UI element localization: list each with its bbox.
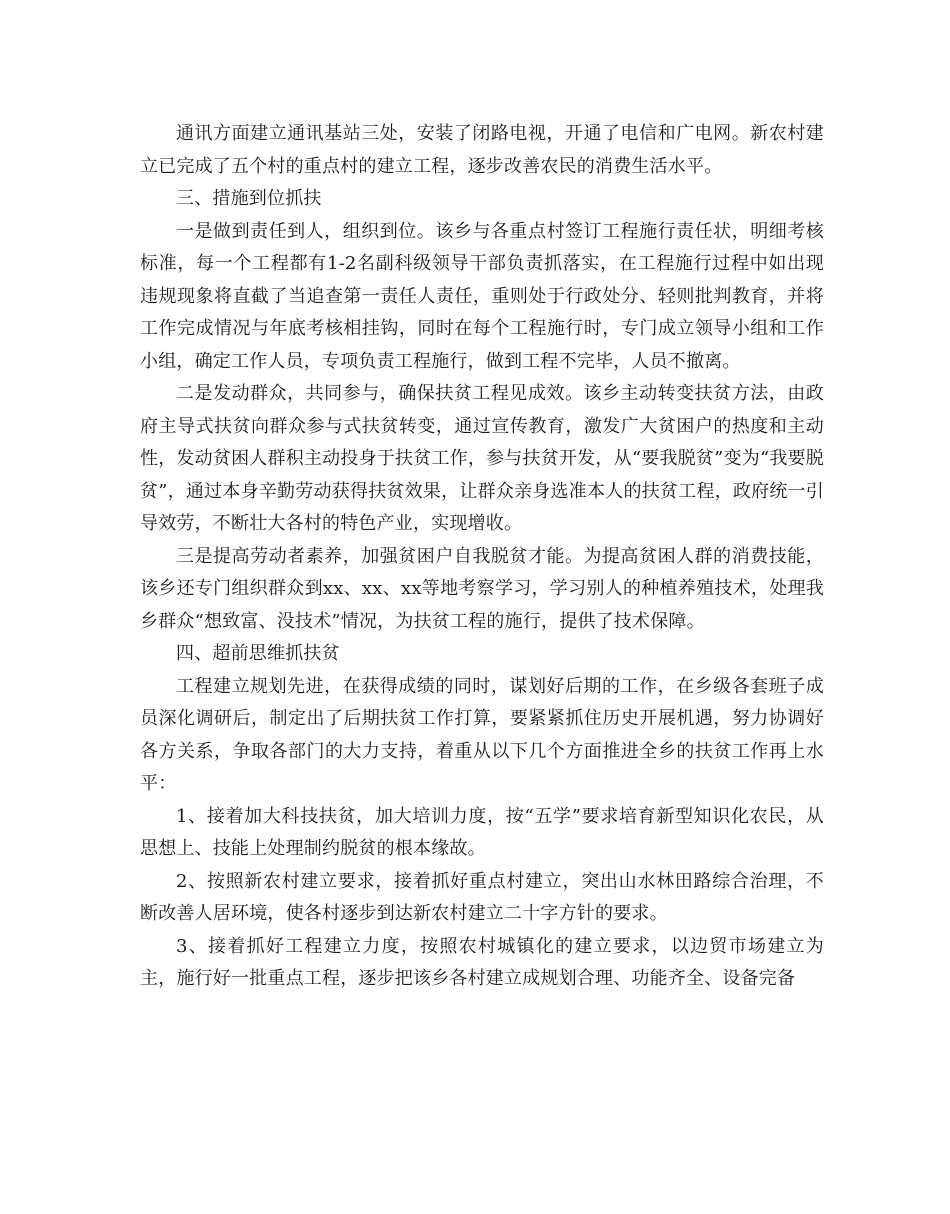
paragraph-improve-skills: 三是提高劳动者素养，加强贫困户自我脱贫才能。为提高贫困人群的消费技能，该乡还专门组织群众到xx、xx、xx等地考察学习，学习别人的种植养殖技术，处理我乡群众“想致富、没技术”情况，为扶贫工程的施行，提供了技术保障。	[140, 545, 824, 632]
paragraph-mobilize-masses: 二是发动群众，共同参与，确保扶贫工程见成效。该乡主动转变扶贫方法，由政府主导式扶贫向群众参与式扶贫转变，通过宣传教育，激发广大贫困户的热度和主动性，发动贫困人群积主动投身于扶贫工作，参与扶贫开发，从“要我脱贫”变为“我要脱贫”，通过本身辛勤劳动获得扶贫效果，让群众亲身选准本人的扶贫工程，政府统一引导效劳，不断壮大各村的特色产业，实现增收。	[140, 383, 824, 534]
section-heading-4: 四、超前思维抓扶贫	[176, 643, 340, 664]
paragraph-communications: 通讯方面建立通讯基站三处，安装了闭路电视，开通了电信和广电网。新农村建立已完成了五个村的重点村的建立工程，逐步改善农民的消费生活水平。	[140, 123, 824, 177]
document-page	[140, 118, 824, 996]
paragraph-responsibility: 一是做到责任到人，组织到位。该乡与各重点村签订工程施行责任状，明细考核标准，每一个工程都有1-2名副科级领导干部负责抓落实，在工程施行过程中如出现违规现象将直截了当追查第一责任人责任，重则处于行政处分、轻则批判教育，并将工作完成情况与年底考核相挂钩，同时在每个工程施行时，专门成立领导小组和工作小组，确定工作人员，专项负责工程施行，做到工程不完毕，人员不撤离。	[140, 220, 824, 372]
list-item-3: 3、接着抓好工程建立力度，按照农村城镇化的建立要求，以边贸市场建立为主，施行好一批重点工程，逐步把该乡各村建立成规划合理、功能齐全、设备完备	[140, 935, 824, 989]
section-heading-3: 三、措施到位抓扶	[176, 188, 322, 209]
list-item-2: 2、按照新农村建立要求，接着抓好重点村建立，突出山水林田路综合治理，不断改善人居环境，使各村逐步到达新农村建立二十字方针的要求。	[140, 870, 824, 924]
list-item-1: 1、接着加大科技扶贫，加大培训力度，按“五学”要求培育新型知识化农民，从思想上、技能上处理制约脱贫的根本缘故。	[140, 805, 824, 859]
paragraph-planning: 工程建立规划先进，在获得成绩的同时，谋划好后期的工作，在乡级各套班子成员深化调研后，制定出了后期扶贫工作打算，要紧紧抓住历史开展机遇，努力协调好各方关系，争取各部门的大力支持，着重从以下几个方面推进全乡的扶贫工作再上水平：	[140, 675, 824, 794]
